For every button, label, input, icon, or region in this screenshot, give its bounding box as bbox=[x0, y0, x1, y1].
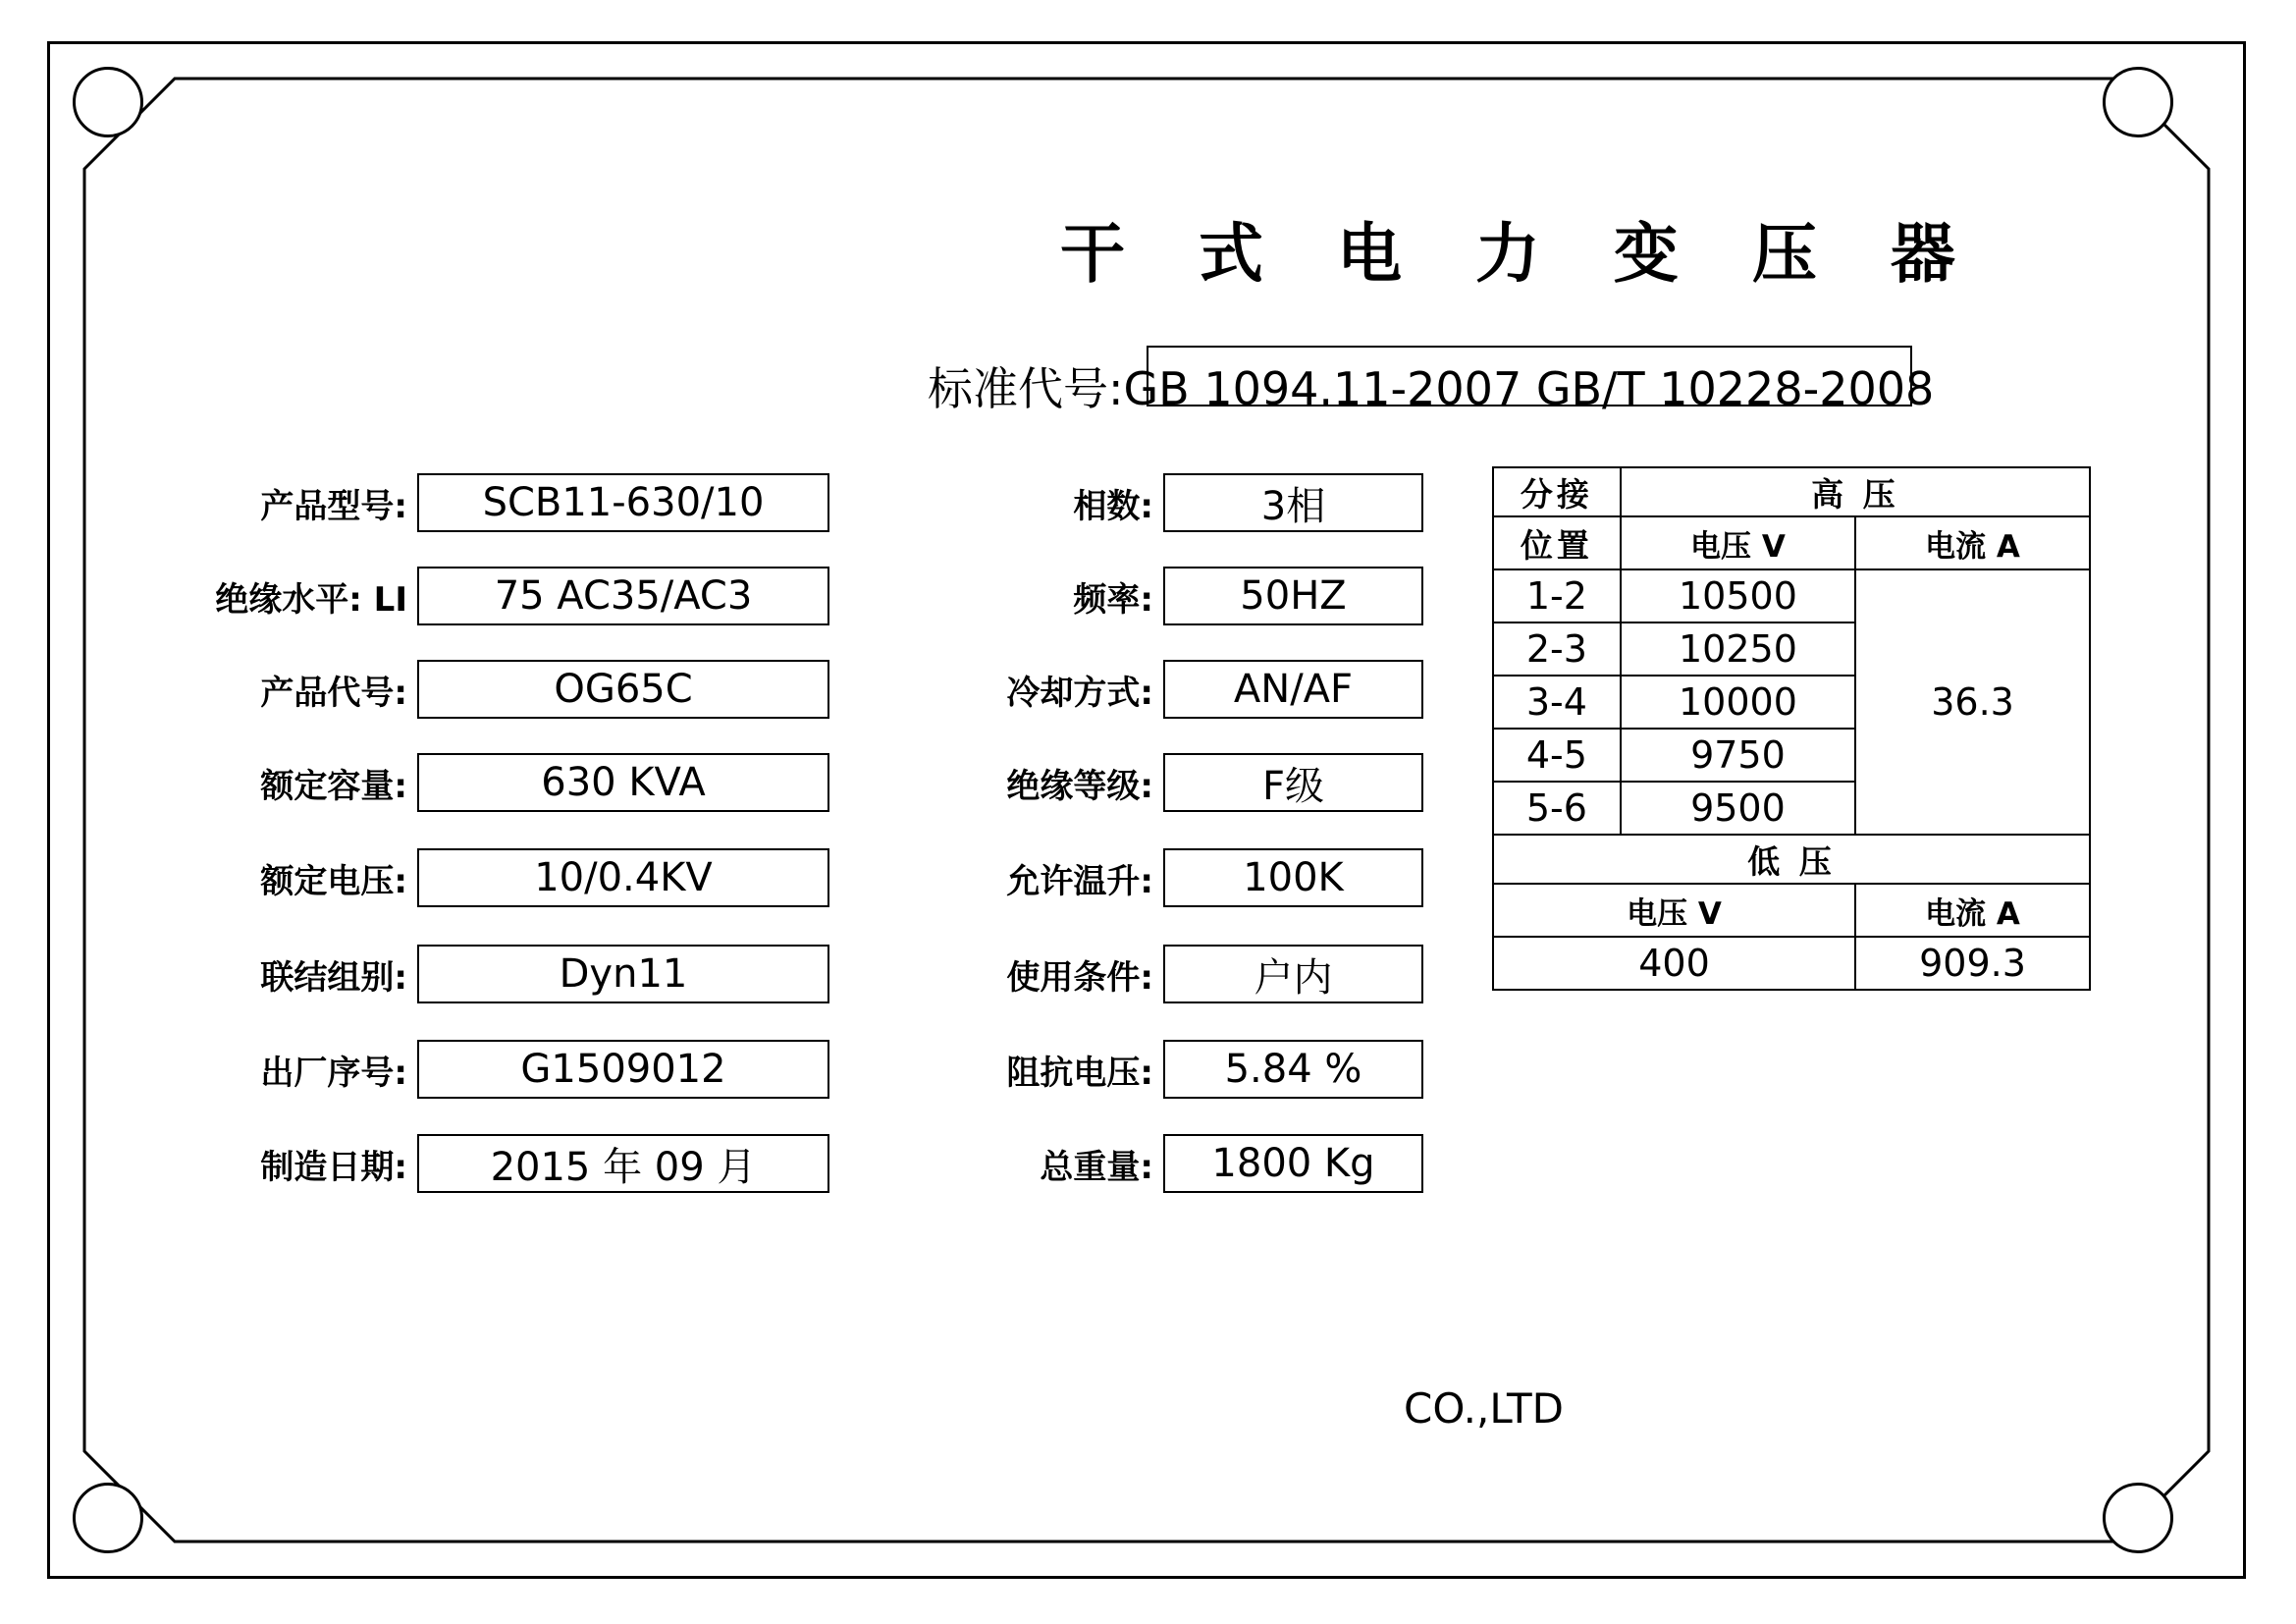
field-value: 75 AC35/AC3 bbox=[417, 567, 829, 625]
tap-position-header-2: 位置 bbox=[1493, 516, 1621, 569]
field-value: 户内 bbox=[1163, 945, 1423, 1003]
field-label: 产品代号: bbox=[260, 673, 407, 713]
table-row bbox=[1493, 516, 2090, 569]
field-rated-voltage bbox=[196, 846, 829, 909]
field-value: F级 bbox=[1163, 753, 1423, 812]
tap-voltage: 10000 bbox=[1621, 676, 1855, 729]
table-row bbox=[1493, 467, 2090, 516]
tap-voltage: 10500 bbox=[1621, 569, 1855, 623]
field-value: 2015 年 09 月 bbox=[417, 1134, 829, 1193]
field-usage-condition bbox=[937, 943, 1423, 1005]
field-value: OG65C bbox=[417, 660, 829, 719]
table-row bbox=[1493, 884, 2090, 937]
tap-position: 2-3 bbox=[1493, 623, 1621, 676]
field-value: 100K bbox=[1163, 848, 1423, 907]
field-product-model bbox=[196, 471, 829, 534]
standard-code-label: 标准代号: bbox=[928, 362, 1124, 415]
field-serial-number bbox=[196, 1038, 829, 1101]
field-label: 阻抗电压: bbox=[1006, 1053, 1153, 1093]
field-label: 允许温升: bbox=[1006, 861, 1153, 901]
field-label: 相数: bbox=[1073, 486, 1153, 526]
page-title: 干 式 电 力 变 压 器 bbox=[1060, 216, 1981, 292]
tap-voltage: 10250 bbox=[1621, 623, 1855, 676]
lv-voltage-header: 电压 V bbox=[1493, 884, 1855, 937]
field-cooling-method bbox=[937, 658, 1423, 721]
field-value: G1509012 bbox=[417, 1040, 829, 1099]
mounting-hole-top-left bbox=[73, 67, 143, 137]
field-value: 10/0.4KV bbox=[417, 848, 829, 907]
field-label: 绝缘水平: LI bbox=[215, 579, 407, 620]
tap-position: 1-2 bbox=[1493, 569, 1621, 623]
field-impedance-voltage bbox=[937, 1038, 1423, 1101]
field-manufacture-date bbox=[196, 1132, 829, 1195]
field-product-code bbox=[196, 658, 829, 721]
field-value: 630 KVA bbox=[417, 753, 829, 812]
mounting-hole-top-right bbox=[2103, 67, 2173, 137]
field-insulation-class bbox=[937, 751, 1423, 814]
field-phases bbox=[937, 471, 1423, 534]
standard-code-value: GB 1094.11-2007 GB/T 10228-2008 bbox=[1123, 362, 1935, 415]
field-label: 产品型号: bbox=[260, 486, 407, 526]
field-label: 总重量: bbox=[1040, 1147, 1153, 1187]
lv-current-header: 电流 A bbox=[1855, 884, 2090, 937]
company-footer: CO.,LTD bbox=[1404, 1384, 1564, 1433]
field-value: Dyn11 bbox=[417, 945, 829, 1003]
lv-current-value: 909.3 bbox=[1855, 937, 2090, 990]
tap-position: 3-4 bbox=[1493, 676, 1621, 729]
field-value: 3相 bbox=[1163, 473, 1423, 532]
field-label: 联结组别: bbox=[260, 957, 407, 998]
field-total-weight bbox=[937, 1132, 1423, 1195]
field-value: 5.84 % bbox=[1163, 1040, 1423, 1099]
field-value: 1800 Kg bbox=[1163, 1134, 1423, 1193]
tap-voltage: 9500 bbox=[1621, 782, 1855, 835]
field-label: 额定容量: bbox=[260, 766, 407, 806]
tap-changer-table bbox=[1492, 466, 2091, 991]
table-row bbox=[1493, 937, 2090, 990]
field-rated-capacity bbox=[196, 751, 829, 814]
field-label: 绝缘等级: bbox=[1006, 766, 1153, 806]
mounting-hole-bottom-right bbox=[2103, 1483, 2173, 1553]
field-value: AN/AF bbox=[1163, 660, 1423, 719]
field-label: 制造日期: bbox=[260, 1147, 407, 1187]
field-label: 出厂序号: bbox=[260, 1053, 407, 1093]
field-value: SCB11-630/10 bbox=[417, 473, 829, 532]
field-temperature-rise bbox=[937, 846, 1423, 909]
table-row bbox=[1493, 835, 2090, 884]
hv-current-value: 36.3 bbox=[1855, 569, 2090, 835]
table-row bbox=[1493, 569, 2090, 623]
hv-voltage-header: 电压 V bbox=[1621, 516, 1855, 569]
tap-position: 4-5 bbox=[1493, 729, 1621, 782]
tap-position: 5-6 bbox=[1493, 782, 1621, 835]
tap-position-header-1: 分接 bbox=[1493, 467, 1621, 516]
tap-voltage: 9750 bbox=[1621, 729, 1855, 782]
hv-header: 高 压 bbox=[1621, 467, 2090, 516]
lv-voltage-value: 400 bbox=[1493, 937, 1855, 990]
field-value: 50HZ bbox=[1163, 567, 1423, 625]
mounting-hole-bottom-left bbox=[73, 1483, 143, 1553]
field-label: 冷却方式: bbox=[1006, 673, 1153, 713]
field-label: 使用条件: bbox=[1006, 957, 1153, 998]
field-vector-group bbox=[196, 943, 829, 1005]
lv-header: 低 压 bbox=[1493, 835, 2090, 884]
field-label: 额定电压: bbox=[260, 861, 407, 901]
field-frequency bbox=[937, 565, 1423, 627]
field-label: 频率: bbox=[1073, 579, 1153, 620]
hv-current-header: 电流 A bbox=[1855, 516, 2090, 569]
field-insulation-level bbox=[196, 565, 829, 627]
standard-code-line bbox=[928, 353, 1934, 418]
